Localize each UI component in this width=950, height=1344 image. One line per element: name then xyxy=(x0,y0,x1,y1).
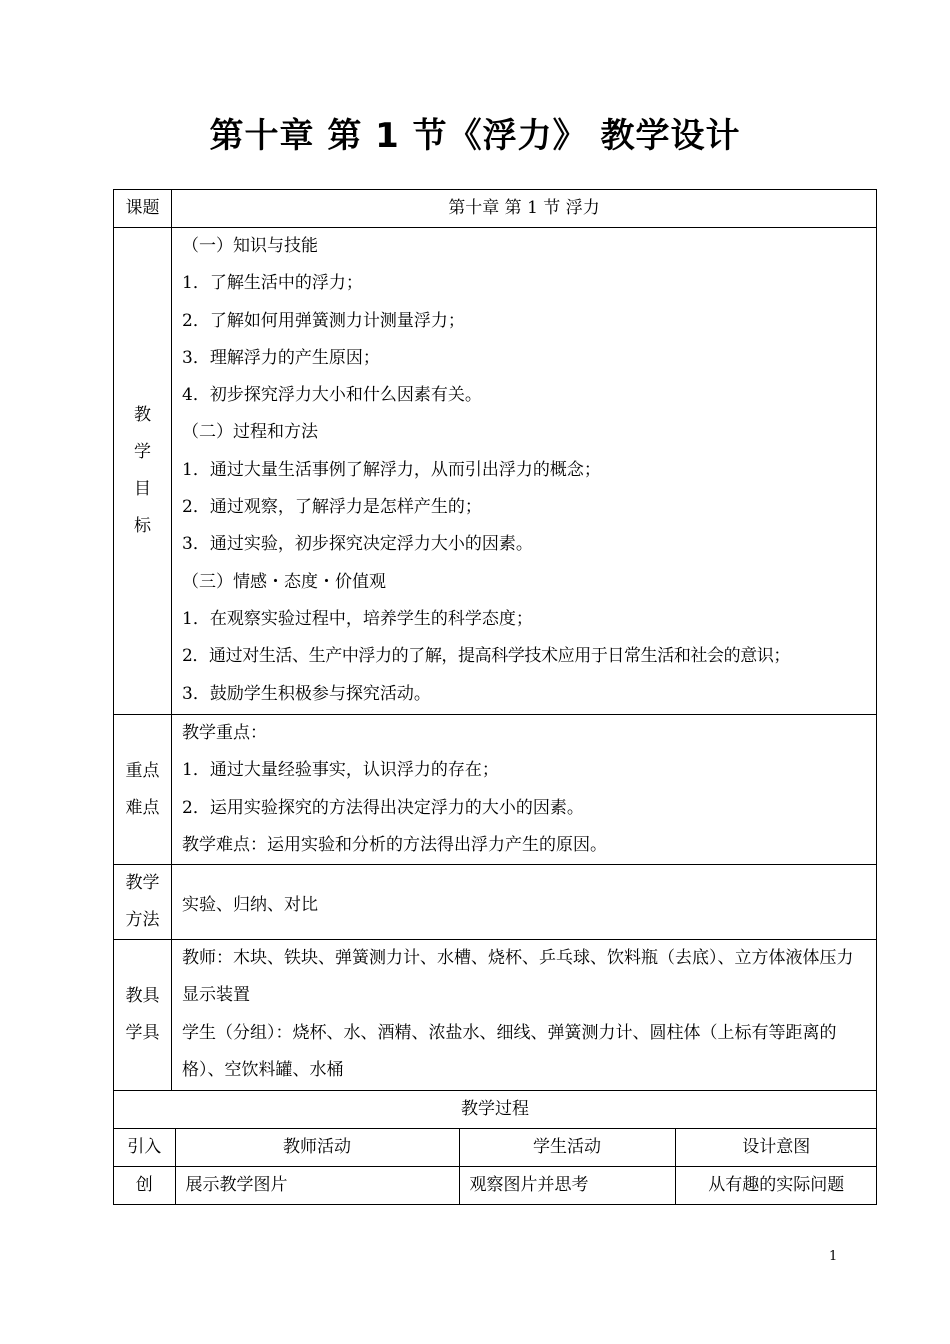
process-table-row xyxy=(114,1129,877,1205)
key-point-line: 2．运用实验探究的方法得出决定浮力的大小的因素。 xyxy=(182,797,584,818)
key-points-content xyxy=(172,715,877,865)
process-col-header: 教师活动 xyxy=(175,1129,459,1167)
tools-label xyxy=(114,940,172,1091)
key-points-row xyxy=(114,715,877,865)
objective-line: 2．通过对生活、生产中浮力的了解，提高科学技术应用于日常生活和社会的意识； xyxy=(182,646,791,667)
objective-line: 1．在观察实验过程中，培养学生的科学态度； xyxy=(182,608,533,629)
objective-line: 3．理解浮力的产生原因； xyxy=(182,347,380,368)
methods-row xyxy=(114,865,877,940)
methods-value: 实验、归纳、对比 xyxy=(172,865,877,940)
methods-label-line: 教学 xyxy=(125,873,160,894)
objective-line: 3．通过实验，初步探究决定浮力大小的因素。 xyxy=(182,534,533,555)
process-col-header: 引入 xyxy=(114,1129,175,1167)
process-row xyxy=(114,1167,877,1205)
process-heading: 教学过程 xyxy=(114,1091,877,1129)
process-heading-row xyxy=(114,1091,877,1129)
objective-line: 4．初步探究浮力大小和什么因素有关。 xyxy=(182,385,482,406)
lesson-plan-table xyxy=(113,189,877,1205)
topic-label: 课题 xyxy=(114,190,172,228)
process-cell: 创 xyxy=(114,1167,175,1205)
process-header-row xyxy=(114,1129,877,1167)
tools-row xyxy=(114,940,877,1091)
methods-label xyxy=(114,865,172,940)
topic-row xyxy=(114,190,877,228)
objectives-label-char: 标 xyxy=(134,516,151,536)
tools-label-line: 教具 xyxy=(125,986,160,1007)
objectives-label-char: 教 xyxy=(134,405,151,425)
key-point-line: 教学重点： xyxy=(182,723,267,743)
methods-label-line: 方法 xyxy=(125,910,160,931)
objective-line: （二）过程和方法 xyxy=(182,422,318,443)
key-points-label xyxy=(114,715,172,865)
process-col-header: 学生活动 xyxy=(459,1129,675,1167)
key-points-label-line: 难点 xyxy=(125,797,160,818)
objective-line: 1．通过大量生活事例了解浮力，从而引出浮力的概念； xyxy=(182,459,601,480)
page-number: 1 xyxy=(829,1249,838,1264)
teacher-tools: 教师：木块、铁块、弹簧测力计、水槽、烧杯、乒乓球、饮料瓶（去底）、立方体液体压力显示装置 xyxy=(182,948,854,1006)
key-points-label-line: 重点 xyxy=(125,760,160,781)
objective-line: 2．通过观察，了解浮力是怎样产生的； xyxy=(182,497,482,518)
objectives-label-char: 学 xyxy=(134,442,151,462)
objective-line: （一）知识与技能 xyxy=(182,236,318,256)
document-title: 第十章 第 1 节《浮力》 教学设计 xyxy=(209,116,741,156)
objective-line: （三）情感・态度・价值观 xyxy=(182,571,386,592)
process-cell: 展示教学图片 xyxy=(175,1167,459,1205)
process-table xyxy=(114,1129,877,1204)
process-table-cell xyxy=(114,1129,877,1205)
key-point-line: 教学难点：运用实验和分析的方法得出浮力产生的原因。 xyxy=(182,834,607,855)
objective-line: 2．了解如何用弹簧测力计测量浮力； xyxy=(182,310,465,331)
objectives-row xyxy=(114,228,877,715)
process-col-header: 设计意图 xyxy=(675,1129,877,1167)
process-cell: 观察图片并思考 xyxy=(459,1167,675,1205)
objectives-content xyxy=(172,228,877,715)
tools-content xyxy=(172,940,877,1091)
process-cell: 从有趣的实际问题 xyxy=(675,1167,877,1205)
tools-label-line: 学具 xyxy=(125,1023,160,1044)
objectives-label-char: 目 xyxy=(134,479,151,499)
topic-value: 第十章 第 1 节 浮力 xyxy=(172,190,877,228)
objective-line: 1．了解生活中的浮力； xyxy=(182,273,363,294)
objective-line: 3．鼓励学生积极参与探究活动。 xyxy=(182,683,431,704)
key-point-line: 1．通过大量经验事实，认识浮力的存在； xyxy=(182,760,499,781)
student-tools: 学生（分组）：烧杯、水、酒精、浓盐水、细线、弹簧测力计、圆柱体（上标有等距离的格）、空饮料罐、水桶 xyxy=(182,1022,837,1081)
objectives-label xyxy=(114,228,172,715)
